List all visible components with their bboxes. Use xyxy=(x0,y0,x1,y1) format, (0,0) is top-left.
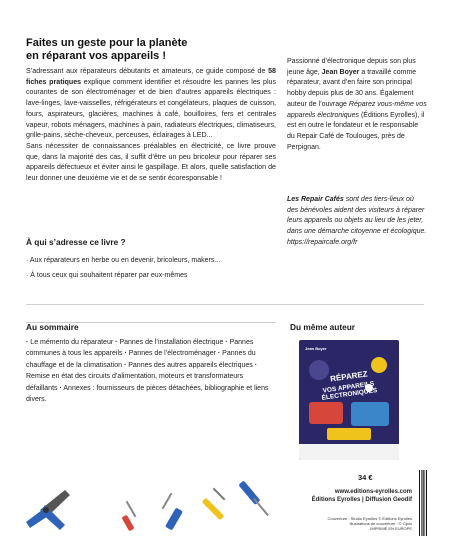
cover-title-1: RÉPAREZ xyxy=(329,369,369,384)
audience-section xyxy=(26,237,276,283)
sommaire-item: Pannes des autres appareils électriques xyxy=(128,361,253,369)
repair-cafe-text: sont des tiers-lieux où des bénévoles aident des visiteurs à réparer leurs appareils ou objets au lieu de les jeter, dans une démarche citoyenne et écologique. xyxy=(287,196,427,236)
intro-p1-bold: 58 fiches pratiques xyxy=(26,67,276,86)
sommaire-item: Annexes : fournisseurs de pièces détachées, bibliographie et liens divers. xyxy=(26,384,269,404)
screwdriver-icon xyxy=(162,493,183,531)
sommaire-item: Pannes de l’installation électrique xyxy=(119,339,224,346)
repair-cafe-url[interactable]: https://repaircafe.org/fr xyxy=(287,238,358,246)
author-bio-a: Passionné d’électronique depuis son plus jeune âge, xyxy=(287,58,416,76)
sommaire-rule xyxy=(26,322,276,323)
sommaire-item: Le mémento du réparateur xyxy=(30,339,114,346)
author-bio-b: a travaillé comme réparateur, avant d’en faire son principal hobby depuis plus de 30 ans. Également auteur de l’ouvrage xyxy=(287,68,417,108)
author-bio-c: (Éditions Eyrolles), il est en outre le fondateur et le responsable du Repair Café de Toulouges, près de Perpignan. xyxy=(287,111,425,151)
intro-p1-a: S’adressant aux réparateurs débutants et amateurs, ce guide composé de xyxy=(26,67,269,75)
cover-footer xyxy=(299,444,399,460)
screwdriver-icon xyxy=(121,501,136,532)
author-book-title: Réparez vous-même vos appareils électroniques xyxy=(287,100,427,119)
intro-text xyxy=(26,66,276,184)
credits xyxy=(282,516,412,531)
repair-cafe-note xyxy=(287,195,427,249)
cover-author: Jean Boyer xyxy=(305,346,327,351)
sommaire-section xyxy=(26,322,276,405)
barcode-icon xyxy=(418,468,428,538)
repair-cafe-bold: Les Repair Cafés xyxy=(287,196,344,203)
headline-line-2: en réparant vos appareils ! xyxy=(26,50,166,62)
sommaire-heading: Au sommaire xyxy=(26,322,79,332)
sommaire-item: Pannes communes à tous les appareils xyxy=(26,339,254,358)
publisher-name: Éditions Eyrolles | Diffusion Geodif xyxy=(311,496,412,503)
sommaire-item: Pannes de l’électroménager xyxy=(128,350,216,358)
pliers-icon xyxy=(26,490,70,530)
audience-item: · À tous ceux qui souhaitent réparer par eux-mêmes xyxy=(26,272,188,279)
sommaire-item: Pannes du chauffage et de la climatisation xyxy=(26,350,256,369)
author-bio xyxy=(287,57,427,153)
price: 34 € xyxy=(358,473,373,482)
headline-line-1: Faites un geste pour la planète xyxy=(26,37,188,49)
section-divider xyxy=(26,304,424,305)
intro-paragraph-2: Sans nécessiter de connaissances préalables en électricité, ce livre prouve que, dans la majorité des cas, il suffit d’être un peu bricoleur pour réparer ses appareils défectueux et éviter ainsi le gaspillage. Et alors, quelle satisfaction de leur donner une deuxième vie et de se sentir écoresponsable ! xyxy=(26,141,276,183)
author-name: Jean Boyer xyxy=(321,68,360,76)
same-author-section xyxy=(290,322,430,332)
sommaire-item: Remise en état des circuits d’alimentation, moteurs et transformateurs défaillants xyxy=(26,373,244,392)
sommaire-list: · Le mémento du réparateur · Pannes de l’installation électrique · Pannes communes à tous les appareils · Pannes de l’électroménager · Pannes du chauffage et de la climatisation · Pannes des autres appareils électriques · Remise en état des circuits d’alimentation, moteurs et transformateurs défaillants · Annexes : fournisseurs de pièces détachées, bibliographie et liens divers. xyxy=(26,339,269,404)
credits-line: Illustrations de couverture : © Ojolo xyxy=(349,521,412,526)
publisher-info xyxy=(282,489,412,504)
credits-line: IMPRIMÉ EN EUROPE xyxy=(370,526,412,531)
credits-line: Couverture : Studio Eyrolles © Éditions Eyrolles xyxy=(327,516,412,521)
screwdriver-icon xyxy=(238,480,268,516)
soldering-iron-icon xyxy=(202,488,226,521)
tools-illustration xyxy=(10,470,290,540)
intro-p1-b: explique comment identifier et résoudre les pannes les plus courantes de son électroménager et de bien d’autres appareils électriques : lave-linges, lave-vaisselles, réfrigérateurs et congélateurs, plaques de cuisson, fours, aspirateurs, glacières, machines à café, bouilloires, fers et centrales vapeur, robots ménagers, machines à pain, radiateurs électriques, climatiseurs, grille-pains, sèche-cheveux, perceuses, éclairages à LED... xyxy=(26,77,277,140)
audience-item: · Aux réparateurs en herbe ou en devenir, bricoleurs, makers... xyxy=(26,257,221,264)
audience-heading: À qui s’adresse ce livre ? xyxy=(26,237,126,247)
intro-paragraph-1 xyxy=(26,66,276,141)
cover-title-2: VOS APPAREILS ÉLECTRONIQUES xyxy=(321,380,378,402)
book-cover-image xyxy=(299,340,399,460)
headline xyxy=(26,37,286,63)
same-author-heading: Du même auteur xyxy=(290,322,356,332)
publisher-url[interactable]: www.editions-eyrolles.com xyxy=(334,489,412,495)
